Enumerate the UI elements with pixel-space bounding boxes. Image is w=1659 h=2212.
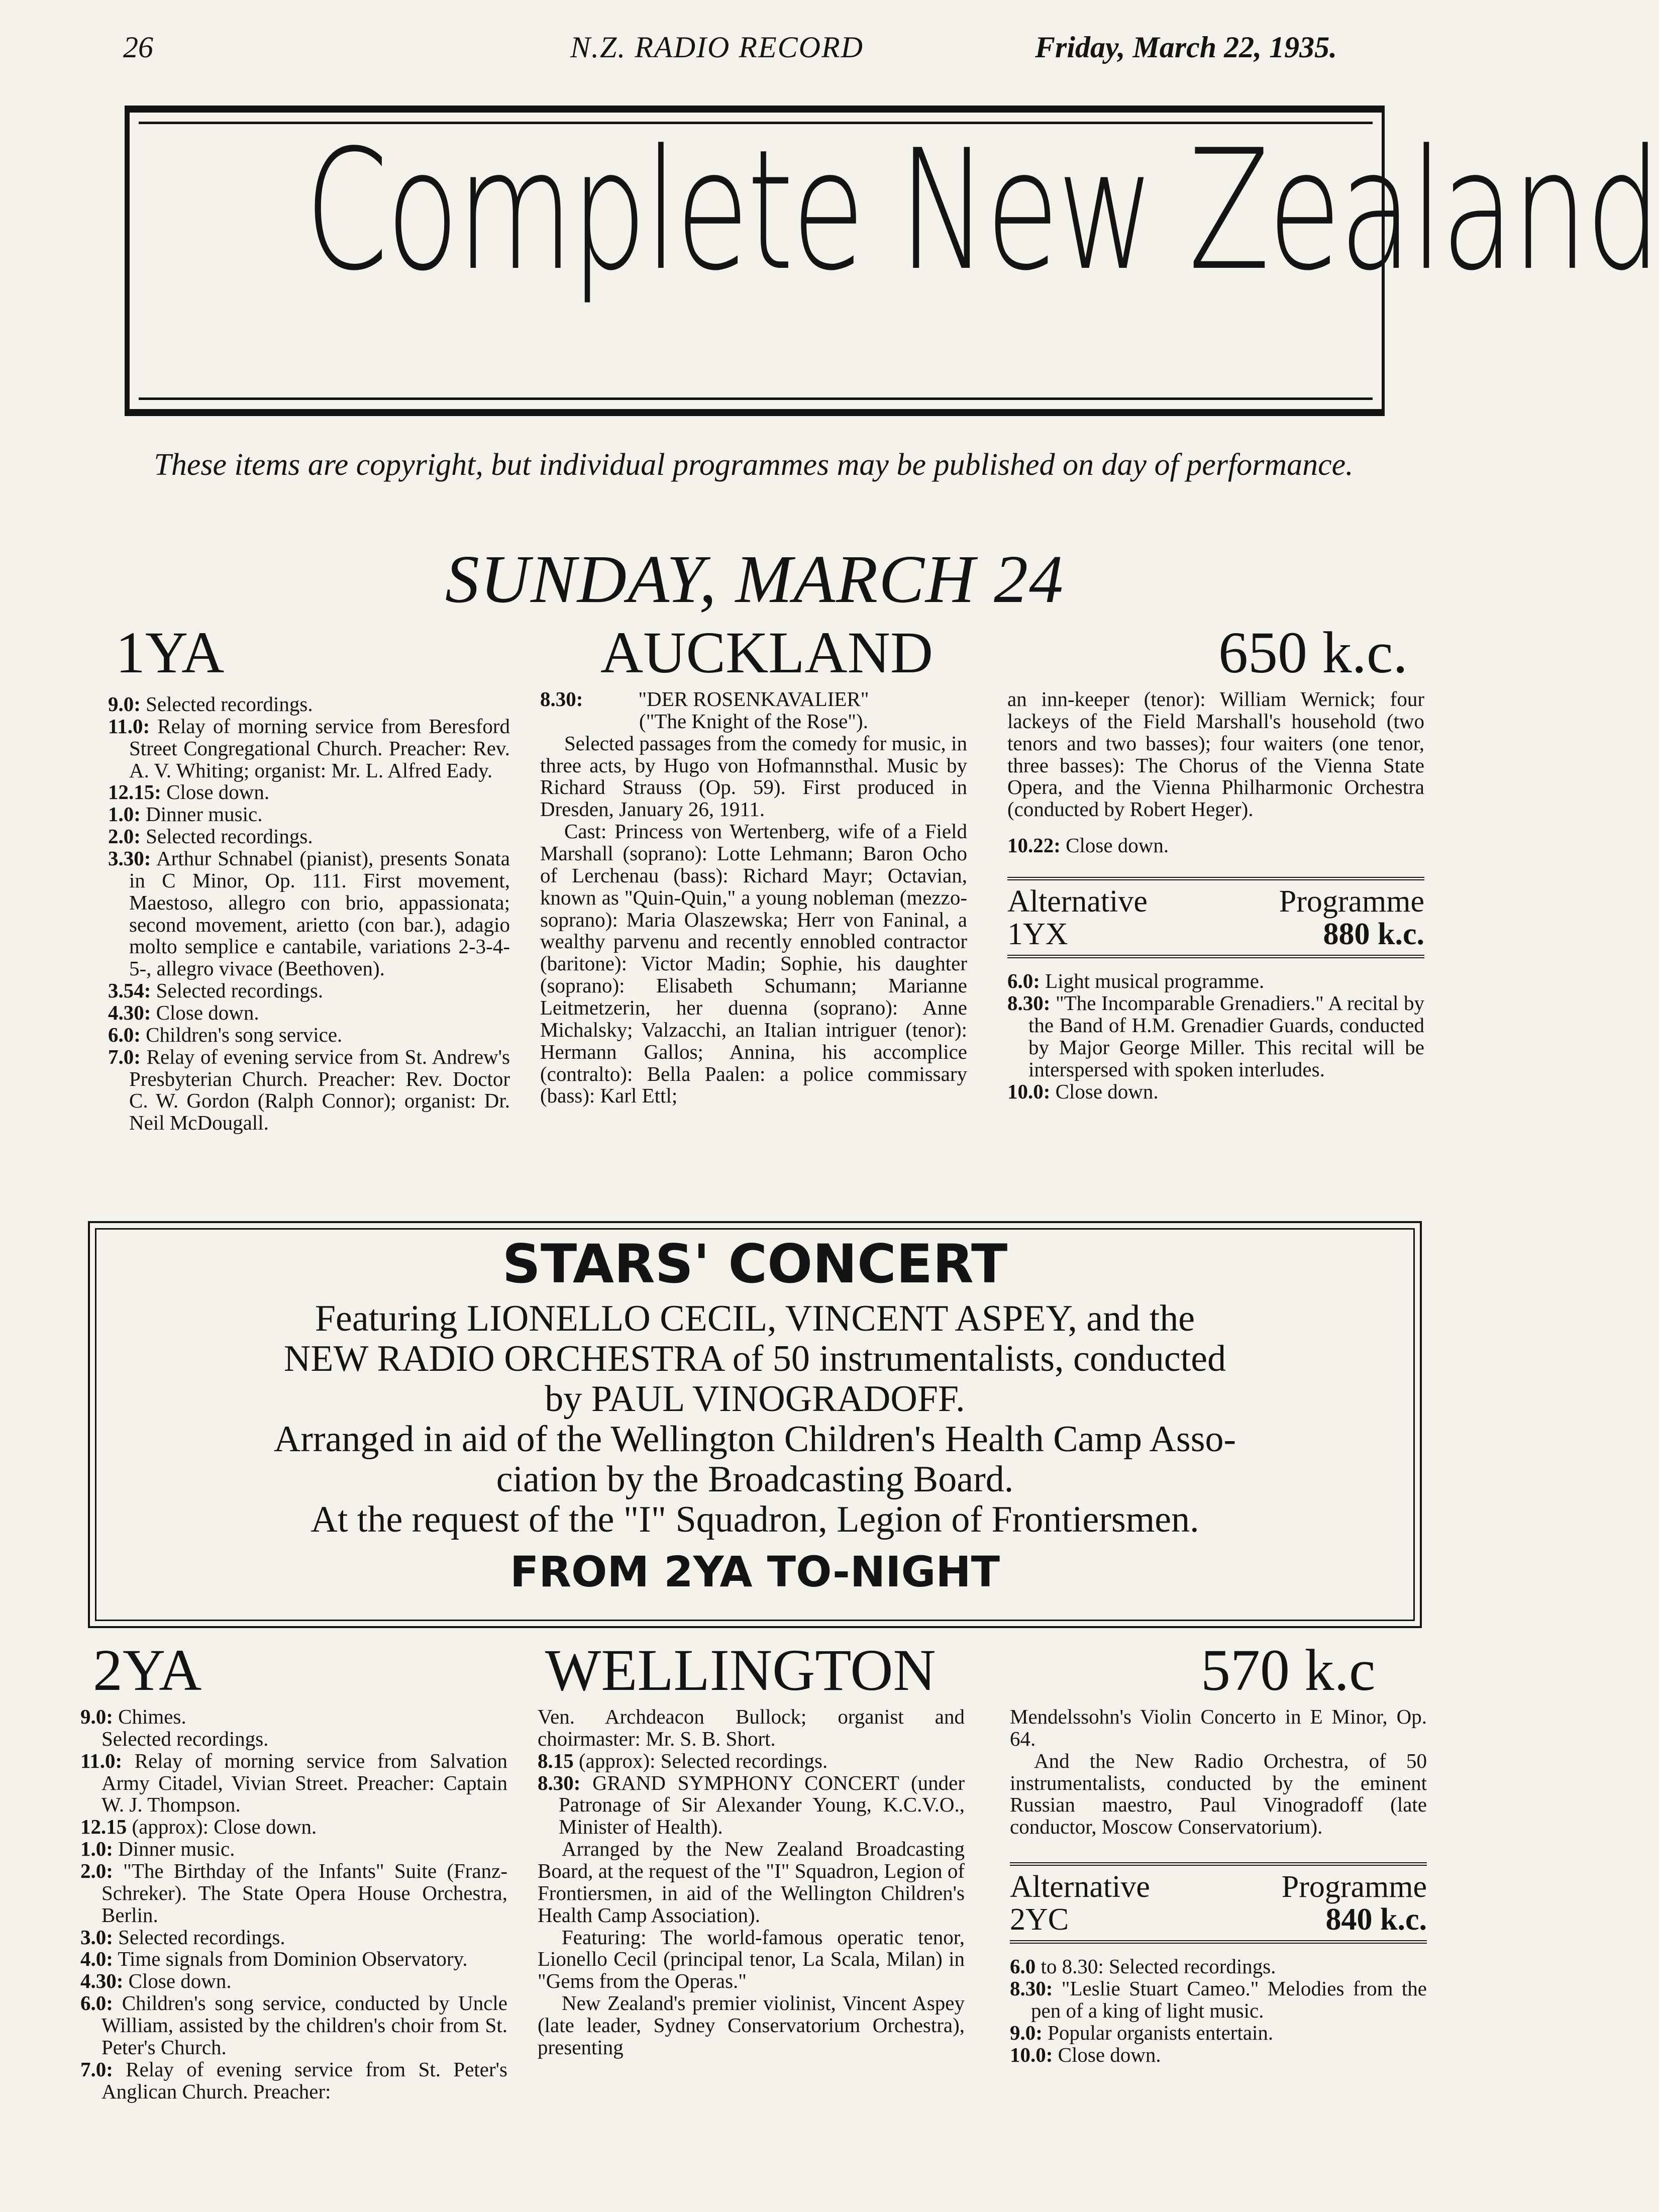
programme-text: Close down. xyxy=(151,1001,259,1025)
concert-line-1: Featuring LIONELLO CECIL, VINCENT ASPEY, and the xyxy=(315,1298,1195,1339)
programme-entry xyxy=(80,1948,507,1970)
opera-subtitle: ("The Knight of the Rose"). xyxy=(639,709,868,733)
programme-entry xyxy=(538,1838,965,1926)
concert-footer: FROM 2YA TO-NIGHT xyxy=(509,1547,1000,1596)
programme-entry xyxy=(108,826,510,848)
programme-time: 10.0: xyxy=(1007,1079,1051,1103)
programme-time: 2.0: xyxy=(108,825,141,848)
station-frequency-2ya: 570 k.c xyxy=(1201,1637,1376,1703)
programme-text: Children's song service, conducted by Uncle William, assisted by the children's choir from St. Peter's Church. xyxy=(101,1991,507,2059)
programme-time: 1.0: xyxy=(108,802,141,826)
programme-text: Arranged by the New Zealand Broadcasting Board, at the request of the "I" Squadron, Legion of Frontiersmen, in aid of the Wellington Children's Health Camp Association). xyxy=(538,1837,965,1927)
alternative-label-row xyxy=(1010,1871,1427,1903)
alternative-frequency: 840 k.c. xyxy=(1325,1902,1427,1937)
programme-text: Selected recordings. xyxy=(101,1727,269,1750)
programme-entry xyxy=(108,848,510,980)
programme-time: 6.0: xyxy=(108,1023,141,1046)
programme-time: 6.0 xyxy=(1010,1955,1036,1978)
programme-entry xyxy=(80,1970,507,1992)
programme-entry xyxy=(108,1046,510,1134)
alternative-programme-header-2yc xyxy=(1010,1862,1427,1944)
wellington-programme-column-1 xyxy=(80,1706,507,2102)
opera-cast: Cast: Princess von Wertenberg, wife of a Field Marshall (soprano): Lotte Lehmann; Baron Ocho of Lerchenau (bass): Richard Mayr; Octavian, known as "Quin-Quin," a young nobleman (mezzo-soprano): Maria Olaszewska; Herr von Faninal, a wealthy parvenu and recently ennobled contractor (baritone): Victor Madin; Sophie, his daughter (soprano): Elisabeth Schumann; Marianne Leitmetzerin, her duenna (soprano): Anne Michalsky; Valzacchi, an Italian intriguer (tenor): Hermann Gallos; Annina, his accomplice (contralto): Bella Paalen: a police commissary (bass): Karl Ettl; xyxy=(540,820,967,1108)
programme-entry xyxy=(108,693,510,716)
station-call-sign-1ya: 1YA xyxy=(116,620,225,685)
programme-text: "The Birthday of the Infants" Suite (Franz-Schreker). The State Opera House Orchestra, Berlin. xyxy=(101,1859,507,1927)
station-city-wellington: WELLINGTON xyxy=(545,1637,936,1703)
programme-entry xyxy=(1010,2022,1427,2044)
programme-text: Selected recordings. xyxy=(140,692,313,716)
programme-time: 2.0: xyxy=(80,1859,113,1883)
programme-entry xyxy=(538,1772,965,1839)
programme-time: 3.0: xyxy=(80,1925,113,1949)
concert-line-3: by PAUL VINOGRADOFF. xyxy=(545,1378,965,1420)
wellington-programme-column-3 xyxy=(1010,1706,1427,2066)
programme-entry xyxy=(538,1706,965,1750)
station-city-auckland: AUCKLAND xyxy=(600,620,934,685)
programme-entry xyxy=(80,1838,507,1860)
programme-time: 7.0: xyxy=(80,2057,113,2081)
programme-text: Close down. xyxy=(1060,834,1169,857)
opera-heading-row xyxy=(540,688,967,711)
programme-entry xyxy=(80,2059,507,2103)
programme-time: 12.15: xyxy=(108,780,161,804)
concert-line-2: NEW RADIO ORCHESTRA of 50 instrumentalists, conducted xyxy=(283,1338,1226,1379)
programme-text: Time signals from Dominion Observatory. xyxy=(113,1947,468,1971)
programme-text: Light musical programme. xyxy=(1040,969,1265,993)
programme-text: Selected recordings. xyxy=(140,825,313,848)
programme-entry xyxy=(80,1927,507,1949)
day-heading: SUNDAY, MARCH 24 xyxy=(445,542,1065,617)
programme-text: (approx): Close down. xyxy=(127,1815,317,1839)
programme-time: 3.54: xyxy=(108,979,151,1002)
programme-text: Dinner music. xyxy=(140,802,263,826)
programme-entry xyxy=(80,1816,507,1838)
programme-entry xyxy=(80,1706,507,1728)
alternative-station: 1YX xyxy=(1007,917,1068,952)
concert-line-6: At the request of the "I" Squadron, Legion of Frontiersmen. xyxy=(310,1499,1199,1540)
programme-text: New Zealand's premier violinist, Vincent Aspey (late leader, Sydney Conservatorium Orchestra), presenting xyxy=(538,1991,965,2059)
auckland-programme-column-1 xyxy=(108,693,510,1134)
programme-text: Ven. Archdeacon Bullock; organist and choirmaster: Mr. S. B. Short. xyxy=(538,1705,965,1750)
programme-text: Arthur Schnabel (pianist), presents Sonata in C Minor, Op. 111. First movement, Maestoso, allegro con brio, appassionata; second movement, arietto (con bar.), adagio molto semplice e cantabile, variations 2-3-4-5-, allegro vivace (Beethoven). xyxy=(129,847,510,980)
alternative-programme-header-1yx xyxy=(1007,877,1424,958)
close-down-line xyxy=(1007,835,1424,857)
programme-entry xyxy=(108,803,510,826)
programme-time: 6.0: xyxy=(80,1991,113,2015)
programme-text: Close down. xyxy=(1053,2043,1161,2066)
concert-title: STARS' CONCERT xyxy=(502,1233,1008,1295)
programme-time: 11.0: xyxy=(80,1749,123,1772)
programme-entry xyxy=(1010,1978,1427,2022)
programme-time: 10.0: xyxy=(1010,2043,1053,2066)
auckland-programme-column-2 xyxy=(540,688,967,1107)
programme-entry xyxy=(108,781,510,803)
programme-text: Dinner music. xyxy=(113,1837,235,1861)
programme-time: 6.0: xyxy=(1007,969,1040,993)
publication-name: N.Z. RADIO RECORD xyxy=(570,31,864,64)
programme-label: Programme xyxy=(1281,1870,1427,1904)
page-number: 26 xyxy=(123,31,153,64)
programme-entry xyxy=(538,1927,965,1993)
programme-text: Popular organists entertain. xyxy=(1042,2021,1274,2044)
programme-time: 9.0: xyxy=(108,692,141,716)
programme-time: 8.30: xyxy=(538,1771,581,1794)
programme-time: 10.22: xyxy=(1007,834,1061,857)
programme-label: Programme xyxy=(1279,884,1424,919)
stars-concert-box xyxy=(88,1221,1422,1628)
programme-entry xyxy=(538,1750,965,1772)
programme-entry xyxy=(1010,1956,1427,1978)
programme-entry xyxy=(1007,970,1424,992)
opera-description: Selected passages from the comedy for music, in three acts, by Hugo von Hofmannsthal. Music by Richard Strauss (Op. 59). First produced in Dresden, January 26, 1911. xyxy=(540,731,967,821)
programme-entry xyxy=(80,1728,507,1750)
opera-cast-continued: an inn-keeper (tenor): William Wernick; four lackeys of the Field Marshall's household (two tenors and two basses); four waiters (one tenor, three basses): The Chorus of the Vienna State Opera, and the Vienna Philharmonic Orchestra (conducted by Robert Heger). xyxy=(1007,687,1424,821)
programme-time: 8.15 xyxy=(538,1749,574,1772)
programme-text: Relay of evening service from St. Andrew's Presbyterian Church. Preacher: Rev. Doctor C. W. Gordon (Ralph Connor); organist: Dr. Neil McDougall. xyxy=(129,1045,510,1135)
programme-text: Close down. xyxy=(1050,1079,1159,1103)
programme-time: 9.0: xyxy=(80,1705,113,1728)
issue-date: Friday, March 22, 1935. xyxy=(1035,31,1337,64)
masthead-frame xyxy=(125,106,1659,416)
programme-text: Children's song service. xyxy=(140,1023,343,1046)
programme-text: Relay of morning service from Salvation Army Citadel, Vivian Street. Preacher: Captain W. J. Thompson. xyxy=(101,1749,507,1817)
programme-time: 8.30: xyxy=(1010,1977,1053,2000)
programme-text: Selected recordings. xyxy=(113,1925,285,1949)
programme-time: 1.0: xyxy=(80,1837,113,1861)
masthead-title: Complete New Zealand xyxy=(304,114,1659,307)
alternative-programme-list-2yc xyxy=(1010,1956,1427,2066)
programme-entry xyxy=(80,1860,507,1927)
programme-entry xyxy=(108,1024,510,1046)
programme-entry xyxy=(1007,1081,1424,1103)
programme-text: Featuring: The world-famous operatic tenor, Lionello Cecil (principal tenor, La Scala, Milan) in "Gems from the Operas." xyxy=(538,1925,965,1993)
station-call-sign-2ya: 2YA xyxy=(93,1637,202,1703)
wellington-programme-column-2 xyxy=(538,1706,965,2059)
alternative-label-row xyxy=(1007,885,1424,918)
concert-line-4: Arranged in aid of the Wellington Children's Health Camp Asso- xyxy=(273,1419,1236,1460)
programme-entry xyxy=(538,1992,965,2059)
alternative-label: Alternative xyxy=(1007,884,1148,919)
programme-text: GRAND SYMPHONY CONCERT (under Patronage of Sir Alexander Young, K.C.V.O., Minister of Health). xyxy=(559,1771,965,1839)
alternative-frequency: 880 k.c. xyxy=(1323,917,1424,952)
alternative-programme-list-1yx xyxy=(1007,970,1424,1102)
alternative-station-row xyxy=(1010,1903,1427,1936)
programme-time: 4.30: xyxy=(108,1001,151,1025)
programme-text: Close down. xyxy=(123,1969,232,1993)
programme-time: 11.0: xyxy=(108,714,150,738)
programme-entry xyxy=(1010,2044,1427,2066)
programme-text: Selected recordings. xyxy=(151,979,324,1002)
programme-time: 4.30: xyxy=(80,1969,124,1993)
auckland-programme-column-3 xyxy=(1007,688,1424,1102)
alternative-label: Alternative xyxy=(1010,1870,1150,1904)
programme-time: 9.0: xyxy=(1010,2021,1043,2044)
programme-text: (approx): Selected recordings. xyxy=(573,1749,828,1772)
opera-title: "DER ROSENKAVALIER" xyxy=(638,687,869,711)
programme-entry xyxy=(1007,992,1424,1080)
programme-text: to 8.30: Selected recordings. xyxy=(1035,1955,1276,1978)
programme-time: 4.0: xyxy=(80,1947,113,1971)
programme-text: "Leslie Stuart Cameo." Melodies from the pen of a king of light music. xyxy=(1031,1977,1427,2023)
programme-time: 8.30: xyxy=(540,687,583,711)
programme-text: Chimes. xyxy=(113,1705,186,1728)
orchestra-line: And the New Radio Orchestra, of 50 instrumentalists, conducted by the eminent Russian maestro, Paul Vinogradoff (late conductor, Moscow Conservatorium). xyxy=(1010,1749,1427,1839)
programme-entry xyxy=(108,980,510,1002)
alternative-station: 2YC xyxy=(1010,1902,1069,1937)
copyright-notice: These items are copyright, but individual programmes may be published on day of performance. xyxy=(154,448,1354,482)
alternative-station-row xyxy=(1007,918,1424,951)
programme-text: Close down. xyxy=(161,780,270,804)
programme-time: 7.0: xyxy=(108,1045,141,1068)
programme-time: 3.30: xyxy=(108,847,151,870)
programme-text: Relay of morning service from Beresford Street Congregational Church. Preacher: Rev. A. V. Whiting; organist: Mr. L. Alfred Eady. xyxy=(129,714,510,782)
programme-time: 8.30: xyxy=(1007,991,1051,1015)
concert-line-5: ciation by the Broadcasting Board. xyxy=(496,1459,1014,1500)
programme-entry xyxy=(80,1750,507,1817)
station-frequency-1ya: 650 k.c. xyxy=(1218,620,1408,685)
programme-time: 12.15 xyxy=(80,1815,127,1839)
programme-text: Relay of evening service from St. Peter's Anglican Church. Preacher: xyxy=(101,2057,507,2103)
programme-entry xyxy=(80,1992,507,2059)
programme-text: "The Incomparable Grenadiers." A recital by the Band of H.M. Grenadier Guards, conducted by Major George Miller. This recital will be interspersed with spoken interludes. xyxy=(1028,991,1424,1081)
concerto-line: Mendelssohn's Violin Concerto in E Minor, Op. 64. xyxy=(1010,1705,1427,1750)
programme-entry xyxy=(108,1002,510,1024)
programme-entry xyxy=(108,716,510,782)
